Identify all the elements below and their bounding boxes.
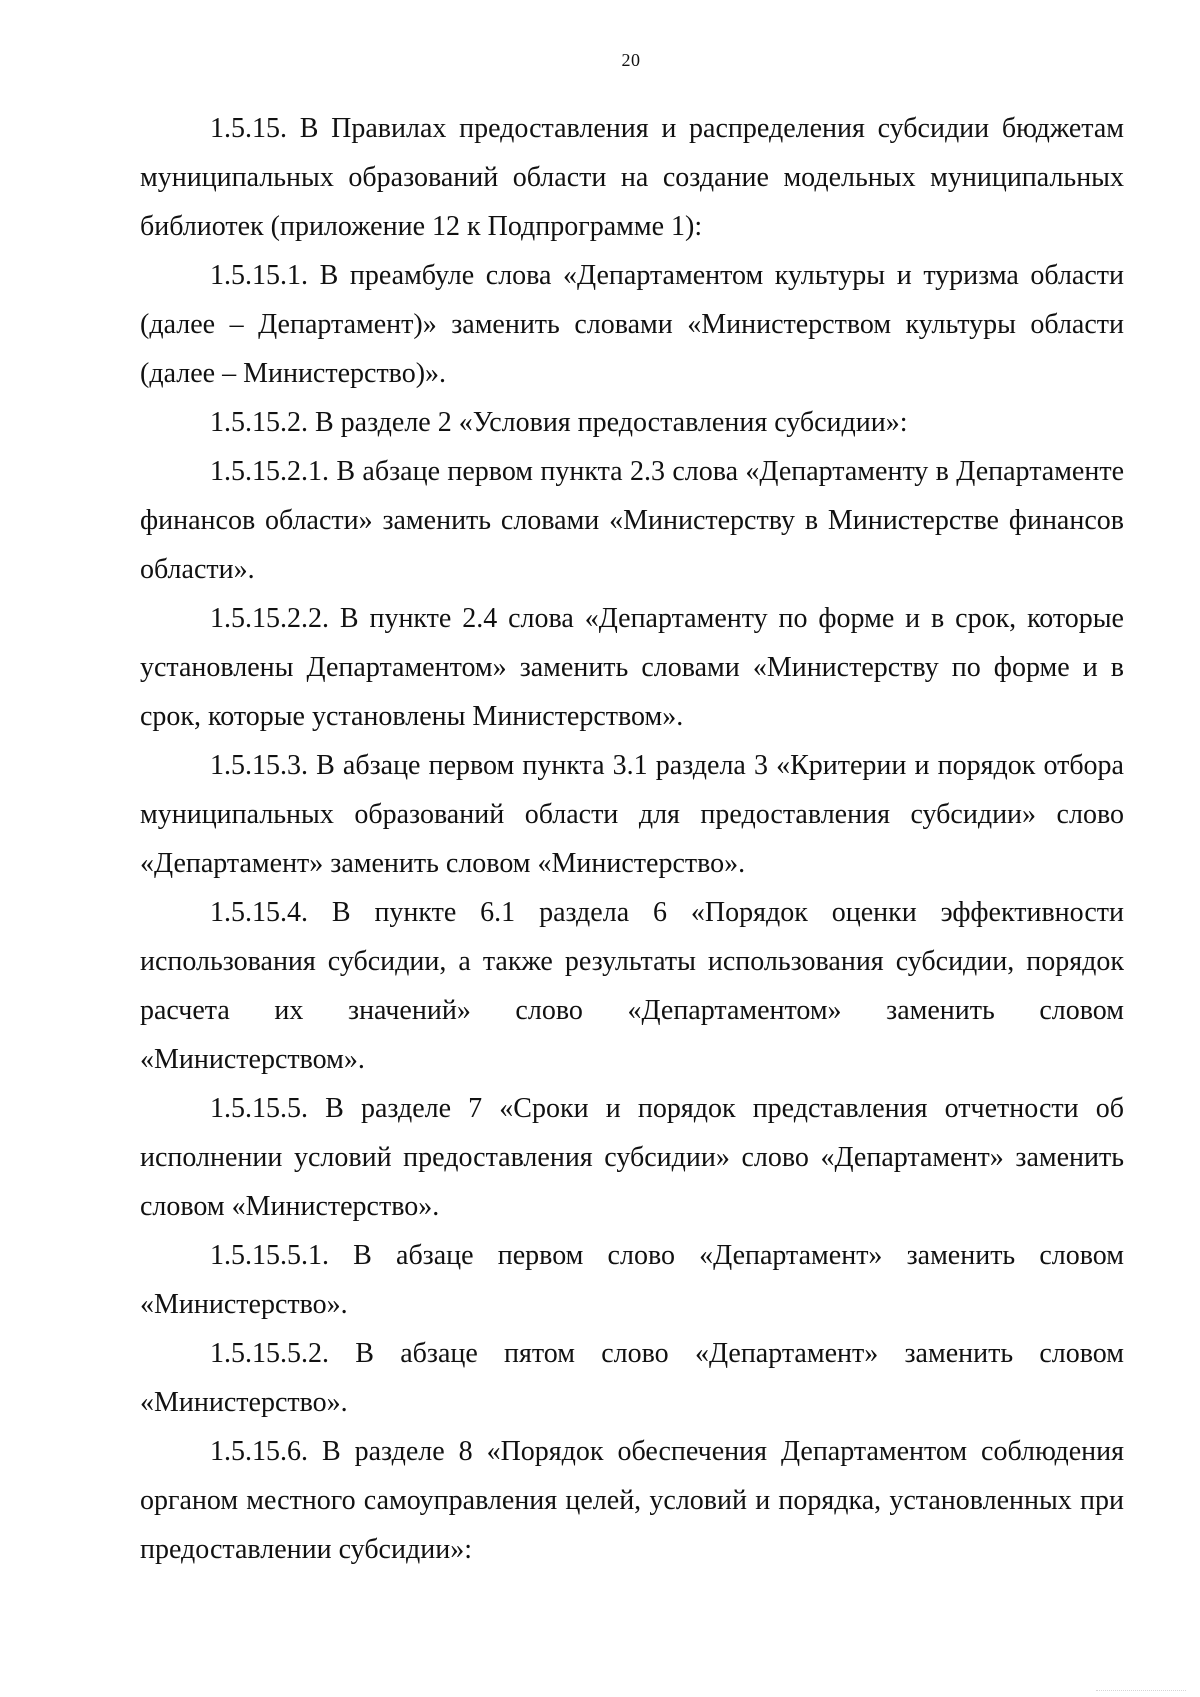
paragraph-1-5-15-5-2: 1.5.15.5.2. В абзаце пятом слово «Департамент» заменить словом «Министерство». <box>140 1338 1124 1418</box>
paragraph-1-5-15-5: 1.5.15.5. В разделе 7 «Сроки и порядок представления отчетности об исполнении условий предоставления субсидии» слово «Департамент» заменить словом «Министерство». <box>140 1093 1124 1222</box>
paragraph-1-5-15: 1.5.15. В Правилах предоставления и распределения субсидии бюджетам муниципальных образований области на создание модельных муниципальных библиотек (приложение 12 к Подпрограмме 1): <box>140 113 1124 242</box>
paragraph-1-5-15-4: 1.5.15.4. В пункте 6.1 раздела 6 «Порядок оценки эффективности использования субсидии, а также результаты использования субсидии, порядок расчета их значений» слово «Департаментом» заменить словом «Министерством». <box>140 897 1124 1075</box>
paragraph-1-5-15-5-1: 1.5.15.5.1. В абзаце первом слово «Департамент» заменить словом «Министерство». <box>140 1240 1124 1320</box>
paragraph-1-5-15-2: 1.5.15.2. В разделе 2 «Условия предоставления субсидии»: <box>210 407 908 438</box>
paragraph-1-5-15-1: 1.5.15.1. В преамбуле слова «Департаментом культуры и туризма области (далее – Департамент)» заменить словами «Министерством культуры области (далее – Министерство)». <box>140 260 1124 389</box>
paragraph-1-5-15-6: 1.5.15.6. В разделе 8 «Порядок обеспечения Департаментом соблюдения органом местного самоуправления целей, условий и порядка, установленных при предоставлении субсидии»: <box>140 1436 1124 1565</box>
paragraph-1-5-15-2-1: 1.5.15.2.1. В абзаце первом пункта 2.3 слова «Департаменту в Департаменте финансов области» заменить словами «Министерству в Министерстве финансов области». <box>140 456 1124 585</box>
paragraph-1-5-15-3: 1.5.15.3. В абзаце первом пункта 3.1 раздела 3 «Критерии и порядок отбора муниципальных образований области для предоставления субсидии» слово «Департамент» заменить словом «Министерство». <box>140 750 1124 879</box>
document-body <box>140 104 1124 1574</box>
paragraph-1-5-15-2-2: 1.5.15.2.2. В пункте 2.4 слова «Департаменту по форме и в срок, которые установлены Департаментом» заменить словами «Министерству по форме и в срок, которые установлены Министерством». <box>140 603 1124 732</box>
scan-edge-mark <box>1096 1676 1186 1691</box>
page-number: 20 <box>621 50 641 70</box>
